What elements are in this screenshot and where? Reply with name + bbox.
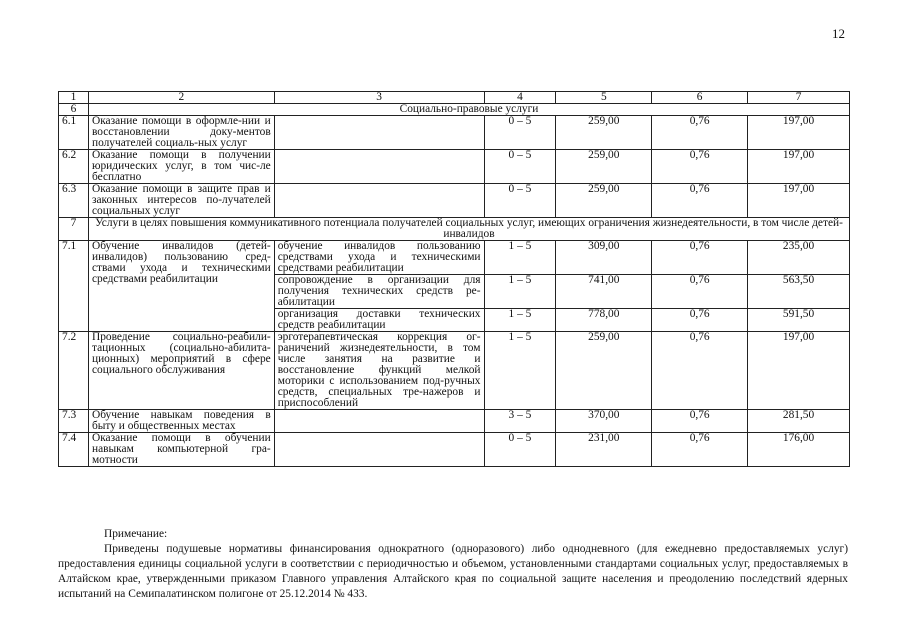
cost-cell: 231,00 (556, 433, 652, 467)
service-detail: сопровождение в организации для получения технических средств ре-абилитации (274, 275, 484, 309)
note-text: Приведены подушевые нормативы финансирования однократного (одноразового) либо однодневного (для ежедневно предоставляемых услуг) предоставления единицы социальной услуги в соответствии с периодичностью и объемом, установленными стандартами социальных услуг, предоставляемых в Алтайском крае, утвержденными приказом Главного управления Алтайского края по социальной защите населения и преодолению последствий ядерных испытаний на Семипалатинском полигоне от 25.12.2014 № 433. (58, 543, 848, 600)
section-number: 6 (59, 104, 89, 116)
service-name: Обучение навыкам поведения в быту и общественных местах (88, 410, 274, 433)
frequency-cell: 0 – 5 (484, 433, 556, 467)
row-number: 7.3 (59, 410, 89, 433)
cost-cell: 370,00 (556, 410, 652, 433)
service-name: Обучение инвалидов (детей-инвалидов) пользованию сред-ствами ухода и техническими средствами реабилитации (88, 241, 274, 332)
coefficient-cell: 0,76 (652, 332, 748, 410)
frequency-cell: 1 – 5 (484, 309, 556, 332)
cost-cell: 309,00 (556, 241, 652, 275)
row-number: 6.3 (59, 184, 89, 218)
row-number: 6.2 (59, 150, 89, 184)
section-number: 7 (59, 218, 89, 241)
service-detail (274, 150, 484, 184)
section-title: Услуги в целях повышения коммуникативного потенциала получателей социальных услуг, имеющих ограничения жизнедеятельности, в том числе детей-инвалидов (88, 218, 849, 241)
header-cell: 5 (556, 92, 652, 104)
header-cell: 4 (484, 92, 556, 104)
norm-cell: 591,50 (748, 309, 850, 332)
service-name: Оказание помощи в обучении навыкам компьютерной гра-мотности (88, 433, 274, 467)
coefficient-cell: 0,76 (652, 275, 748, 309)
services-table (58, 91, 850, 467)
cost-cell: 259,00 (556, 150, 652, 184)
table-row (59, 116, 850, 150)
table-header-row (59, 92, 850, 104)
norm-cell: 563,50 (748, 275, 850, 309)
norm-cell: 235,00 (748, 241, 850, 275)
header-cell: 6 (652, 92, 748, 104)
table-row (59, 332, 850, 410)
cost-cell: 259,00 (556, 184, 652, 218)
service-name: Проведение социально-реабили-тационных (социально-абилита-ционных) мероприятий в сфере социального обслуживания (88, 332, 274, 410)
service-detail (274, 433, 484, 467)
norm-cell: 176,00 (748, 433, 850, 467)
cost-cell: 259,00 (556, 116, 652, 150)
coefficient-cell: 0,76 (652, 116, 748, 150)
table-row (59, 433, 850, 467)
service-name: Оказание помощи в оформле-нии и восстановлении доку-ментов получателей социаль-ных услуг (88, 116, 274, 150)
frequency-cell: 0 – 5 (484, 116, 556, 150)
norm-cell: 197,00 (748, 116, 850, 150)
norm-cell: 281,50 (748, 410, 850, 433)
frequency-cell: 0 – 5 (484, 184, 556, 218)
note (58, 527, 848, 602)
norm-cell: 197,00 (748, 332, 850, 410)
coefficient-cell: 0,76 (652, 309, 748, 332)
header-cell: 7 (748, 92, 850, 104)
row-number: 6.1 (59, 116, 89, 150)
note-title: Примечание: (104, 528, 168, 540)
service-detail: эрготерапевтическая коррекция ог-раничений жизнедеятельности, в том числе занятия на развитие и восстановление функций мелкой моторики с использованием под-ручных средств, специальных тре-нажеров и приспособлений (274, 332, 484, 410)
frequency-cell: 0 – 5 (484, 150, 556, 184)
service-name: Оказание помощи в защите прав и законных интересов по-лучателей социальных услуг (88, 184, 274, 218)
frequency-cell: 1 – 5 (484, 275, 556, 309)
coefficient-cell: 0,76 (652, 410, 748, 433)
coefficient-cell: 0,76 (652, 184, 748, 218)
cost-cell: 741,00 (556, 275, 652, 309)
section-title: Социально-правовые услуги (88, 104, 849, 116)
table-row (59, 410, 850, 433)
header-cell: 1 (59, 92, 89, 104)
row-number: 7.4 (59, 433, 89, 467)
table-row (59, 150, 850, 184)
cost-cell: 778,00 (556, 309, 652, 332)
header-cell: 3 (274, 92, 484, 104)
norm-cell: 197,00 (748, 150, 850, 184)
frequency-cell: 1 – 5 (484, 241, 556, 275)
coefficient-cell: 0,76 (652, 433, 748, 467)
service-detail (274, 410, 484, 433)
header-cell: 2 (88, 92, 274, 104)
frequency-cell: 1 – 5 (484, 332, 556, 410)
service-detail: обучение инвалидов пользованию средствами ухода и техническими средствами реабилитации (274, 241, 484, 275)
coefficient-cell: 0,76 (652, 241, 748, 275)
coefficient-cell: 0,76 (652, 150, 748, 184)
service-detail (274, 184, 484, 218)
section-row (59, 218, 850, 241)
frequency-cell: 3 – 5 (484, 410, 556, 433)
row-number: 7.2 (59, 332, 89, 410)
service-detail (274, 116, 484, 150)
service-name: Оказание помощи в получении юридических услуг, в том чис-ле бесплатно (88, 150, 274, 184)
service-detail: организация доставки технических средств реабилитации (274, 309, 484, 332)
table-row (59, 241, 850, 275)
cost-cell: 259,00 (556, 332, 652, 410)
row-number: 7.1 (59, 241, 89, 332)
section-row (59, 104, 850, 116)
page-number: 12 (832, 26, 845, 41)
norm-cell: 197,00 (748, 184, 850, 218)
table-row (59, 184, 850, 218)
